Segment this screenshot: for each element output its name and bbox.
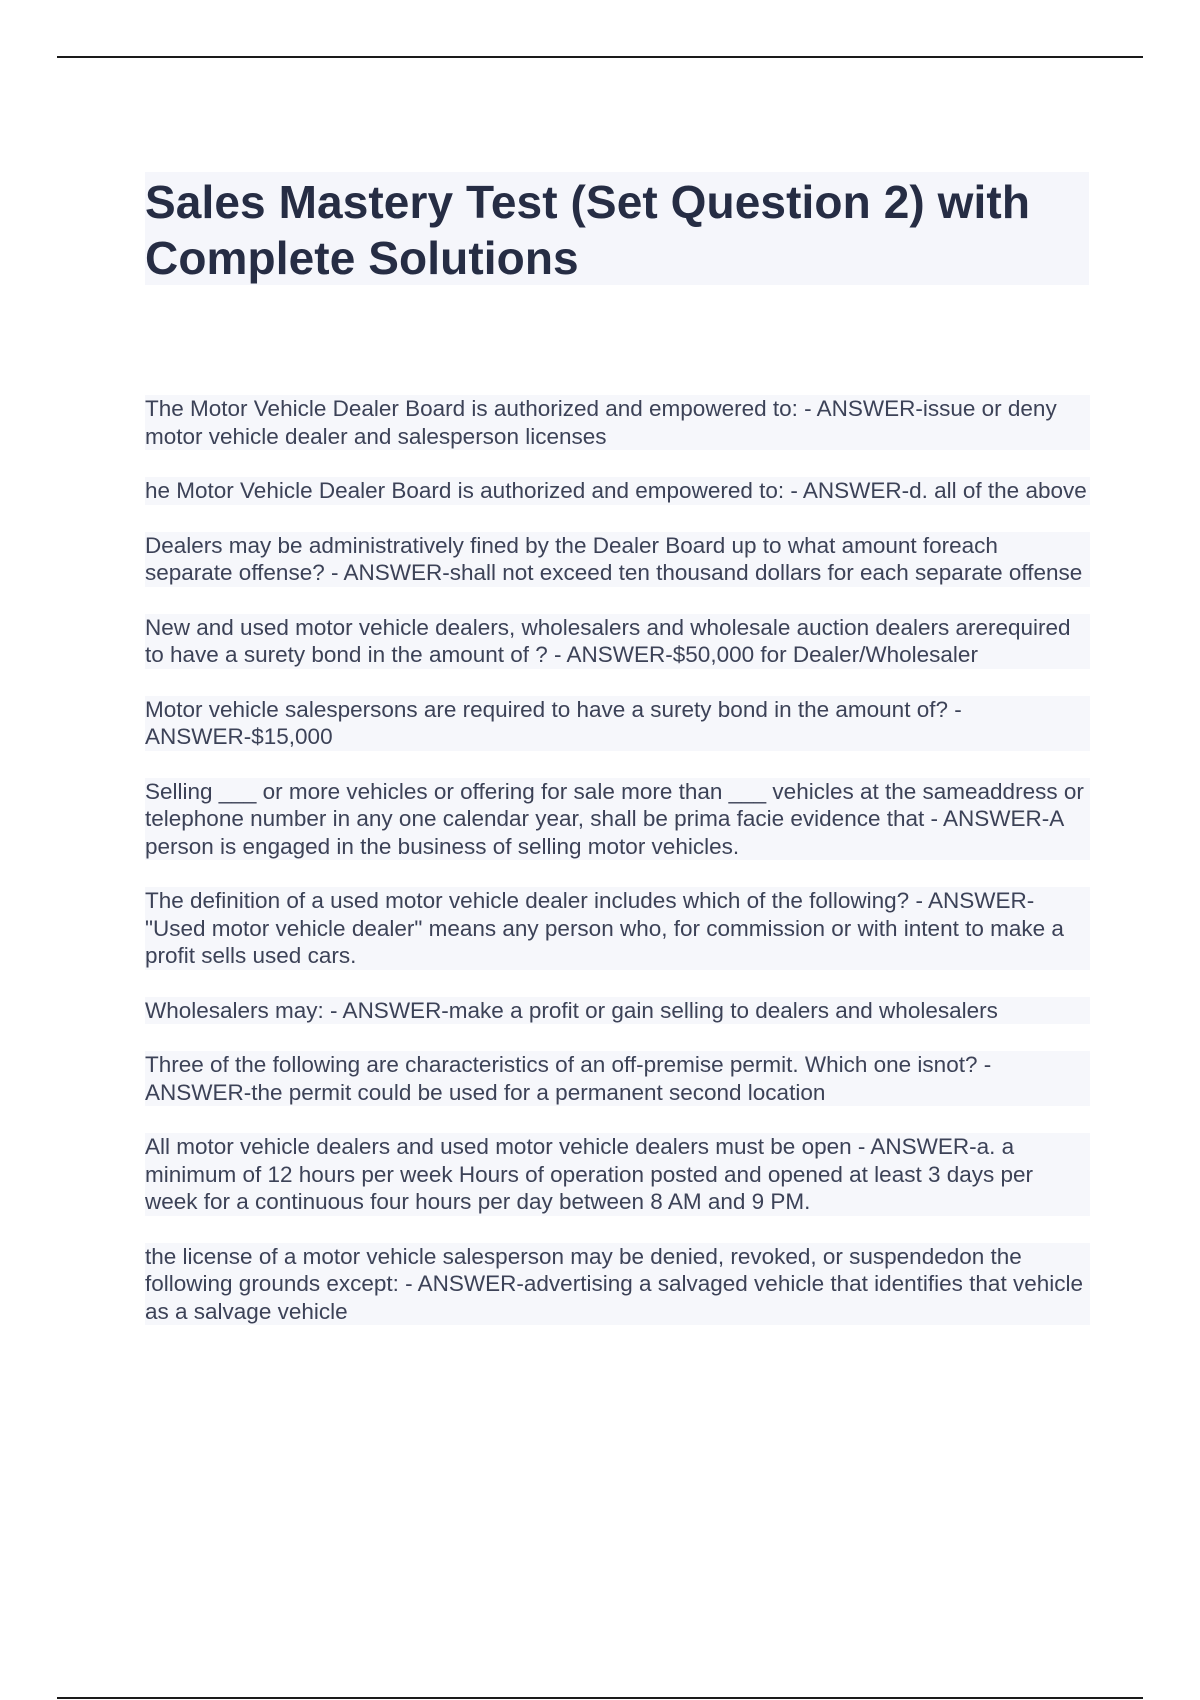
- qa-item: All motor vehicle dealers and used motor vehicle dealers must be open - ANSWER-a. a minimum of 12 hours per week Hours of operation posted and opened at least 3 days per week for a continuous four hours per day between 8 AM and 9 PM.: [145, 1133, 1090, 1216]
- qa-item: The Motor Vehicle Dealer Board is authorized and empowered to: - ANSWER-issue or deny motor vehicle dealer and salesperson licenses: [145, 395, 1090, 450]
- qa-item: The definition of a used motor vehicle dealer includes which of the following? - ANSWER-"Used motor vehicle dealer" means any person who, for commission or with intent to make a profit sells used cars.: [145, 887, 1090, 970]
- footer-rule: [57, 1697, 1143, 1699]
- header-rule: [57, 56, 1143, 58]
- qa-list: [145, 395, 1090, 1352]
- title-block: [145, 172, 1089, 285]
- qa-item: he Motor Vehicle Dealer Board is authorized and empowered to: - ANSWER-d. all of the above: [145, 477, 1090, 505]
- qa-item: Wholesalers may: - ANSWER-make a profit or gain selling to dealers and wholesalers: [145, 997, 1090, 1025]
- qa-item: New and used motor vehicle dealers, wholesalers and wholesale auction dealers arerequired to have a surety bond in the amount of ? - ANSWER-$50,000 for Dealer/Wholesaler: [145, 614, 1090, 669]
- document-title: Sales Mastery Test (Set Question 2) with Complete Solutions: [145, 176, 1031, 284]
- qa-item: Dealers may be administratively fined by the Dealer Board up to what amount foreach separate offense? - ANSWER-shall not exceed ten thousand dollars for each separate offense: [145, 532, 1090, 587]
- qa-item: the license of a motor vehicle salesperson may be denied, revoked, or suspendedon the following grounds except: - ANSWER-advertising a salvaged vehicle that identifies that vehicle as a salvage vehicle: [145, 1243, 1090, 1326]
- qa-item: Three of the following are characteristics of an off-premise permit. Which one isnot? - ANSWER-the permit could be used for a permanent second location: [145, 1051, 1090, 1106]
- qa-item: Motor vehicle salespersons are required to have a surety bond in the amount of? - ANSWER-$15,000: [145, 696, 1090, 751]
- qa-item: Selling ___ or more vehicles or offering for sale more than ___ vehicles at the sameaddress or telephone number in any one calendar year, shall be prima facie evidence that - ANSWER-A person is engaged in the business of selling motor vehicles.: [145, 778, 1090, 861]
